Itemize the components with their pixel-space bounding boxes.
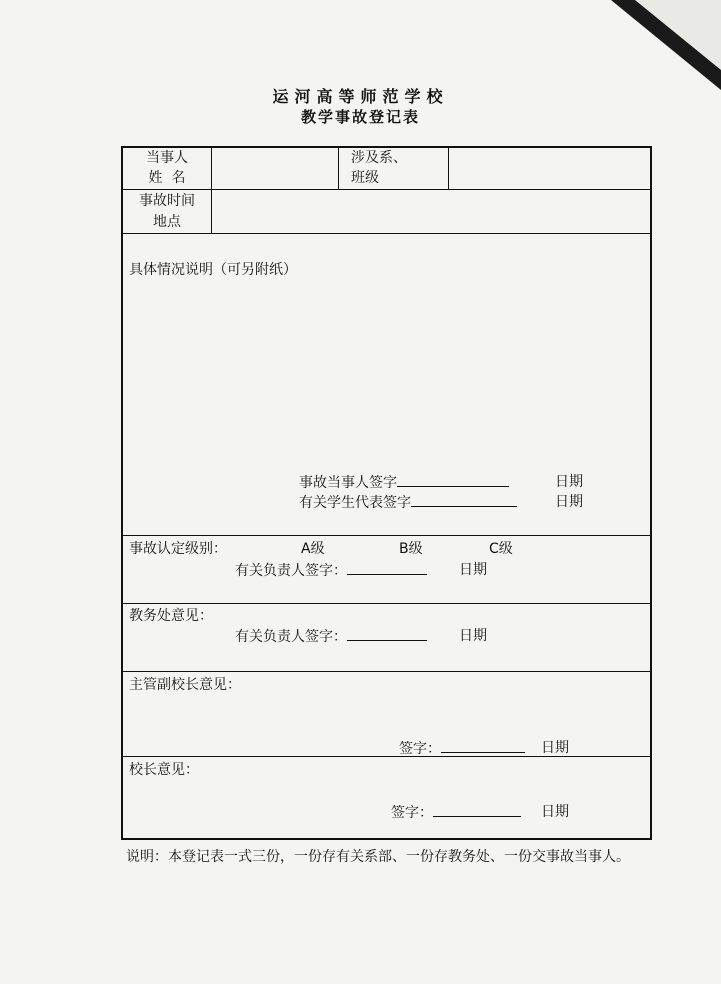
academic-label: 教务处意见： <box>129 608 213 624</box>
principal-signature-line[interactable] <box>433 802 521 817</box>
principal-signature-row <box>391 802 521 823</box>
row-divider-1 <box>123 189 650 190</box>
academic-signature-label: 有关负责人签字： <box>235 629 347 645</box>
party-label-line2: 姓 名 <box>148 170 186 186</box>
level-option-a[interactable]: A级 <box>301 541 325 557</box>
dept-label-line2: 班级 <box>351 170 379 186</box>
vice-principal-signature-row <box>399 738 525 759</box>
academic-signature-line[interactable] <box>347 626 427 641</box>
academic-date-label: 日期 <box>459 628 487 644</box>
academic-signature-row <box>235 626 427 647</box>
level-option-c[interactable]: C级 <box>489 541 513 557</box>
time-label-line2: 地点 <box>153 214 181 230</box>
col-divider-dept <box>448 148 449 189</box>
student-date-label: 日期 <box>555 494 583 510</box>
dept-label-line1: 涉及系、 <box>351 150 407 166</box>
student-signature-label: 有关学生代表签字 <box>299 495 411 511</box>
level-signature-row <box>235 560 427 581</box>
form-title: 教学事故登记表 <box>300 108 420 126</box>
level-date-label: 日期 <box>459 562 487 578</box>
party-name-field[interactable] <box>215 151 335 186</box>
school-title: 运河高等师范学校 <box>272 87 449 106</box>
row-divider-6 <box>123 756 650 757</box>
scanned-page-corner-fold <box>635 0 721 70</box>
level-signature-label: 有关负责人签字： <box>235 563 347 579</box>
details-text-area[interactable] <box>129 284 644 464</box>
student-signature-line[interactable] <box>411 492 517 507</box>
level-signature-line[interactable] <box>347 560 427 575</box>
row-divider-2 <box>123 233 650 234</box>
principal-signature-label: 签字： <box>391 805 433 821</box>
dept-class-field[interactable] <box>453 151 648 186</box>
party-date-label: 日期 <box>555 474 583 490</box>
level-label: 事故认定级别： <box>129 541 227 557</box>
row-divider-3 <box>123 535 650 536</box>
party-signature-row <box>299 472 509 493</box>
time-place-field[interactable] <box>215 192 648 230</box>
row-divider-4 <box>123 603 650 604</box>
vice-principal-signature-line[interactable] <box>441 738 525 753</box>
student-signature-row <box>299 492 517 513</box>
vice-principal-label: 主管副校长意见： <box>129 677 241 693</box>
col-divider-label <box>211 148 212 233</box>
col-divider-mid <box>338 148 339 189</box>
party-label-line1: 当事人 <box>146 150 188 166</box>
vice-principal-signature-label: 签字： <box>399 741 441 757</box>
time-label-line1: 事故时间 <box>139 193 195 209</box>
party-signature-line[interactable] <box>397 472 509 487</box>
row-divider-5 <box>123 671 650 672</box>
level-option-b[interactable]: B级 <box>399 541 423 557</box>
principal-date-label: 日期 <box>541 804 569 820</box>
principal-label: 校长意见： <box>129 762 199 778</box>
party-signature-label: 事故当事人签字 <box>299 475 397 491</box>
details-label: 具体情况说明（可另附纸） <box>129 262 297 278</box>
footer-note: 说明：本登记表一式三份，一份存有关系部、一份存教务处、一份交事故当事人。 <box>126 849 630 865</box>
vice-principal-date-label: 日期 <box>541 740 569 756</box>
incident-form-table <box>121 146 652 840</box>
